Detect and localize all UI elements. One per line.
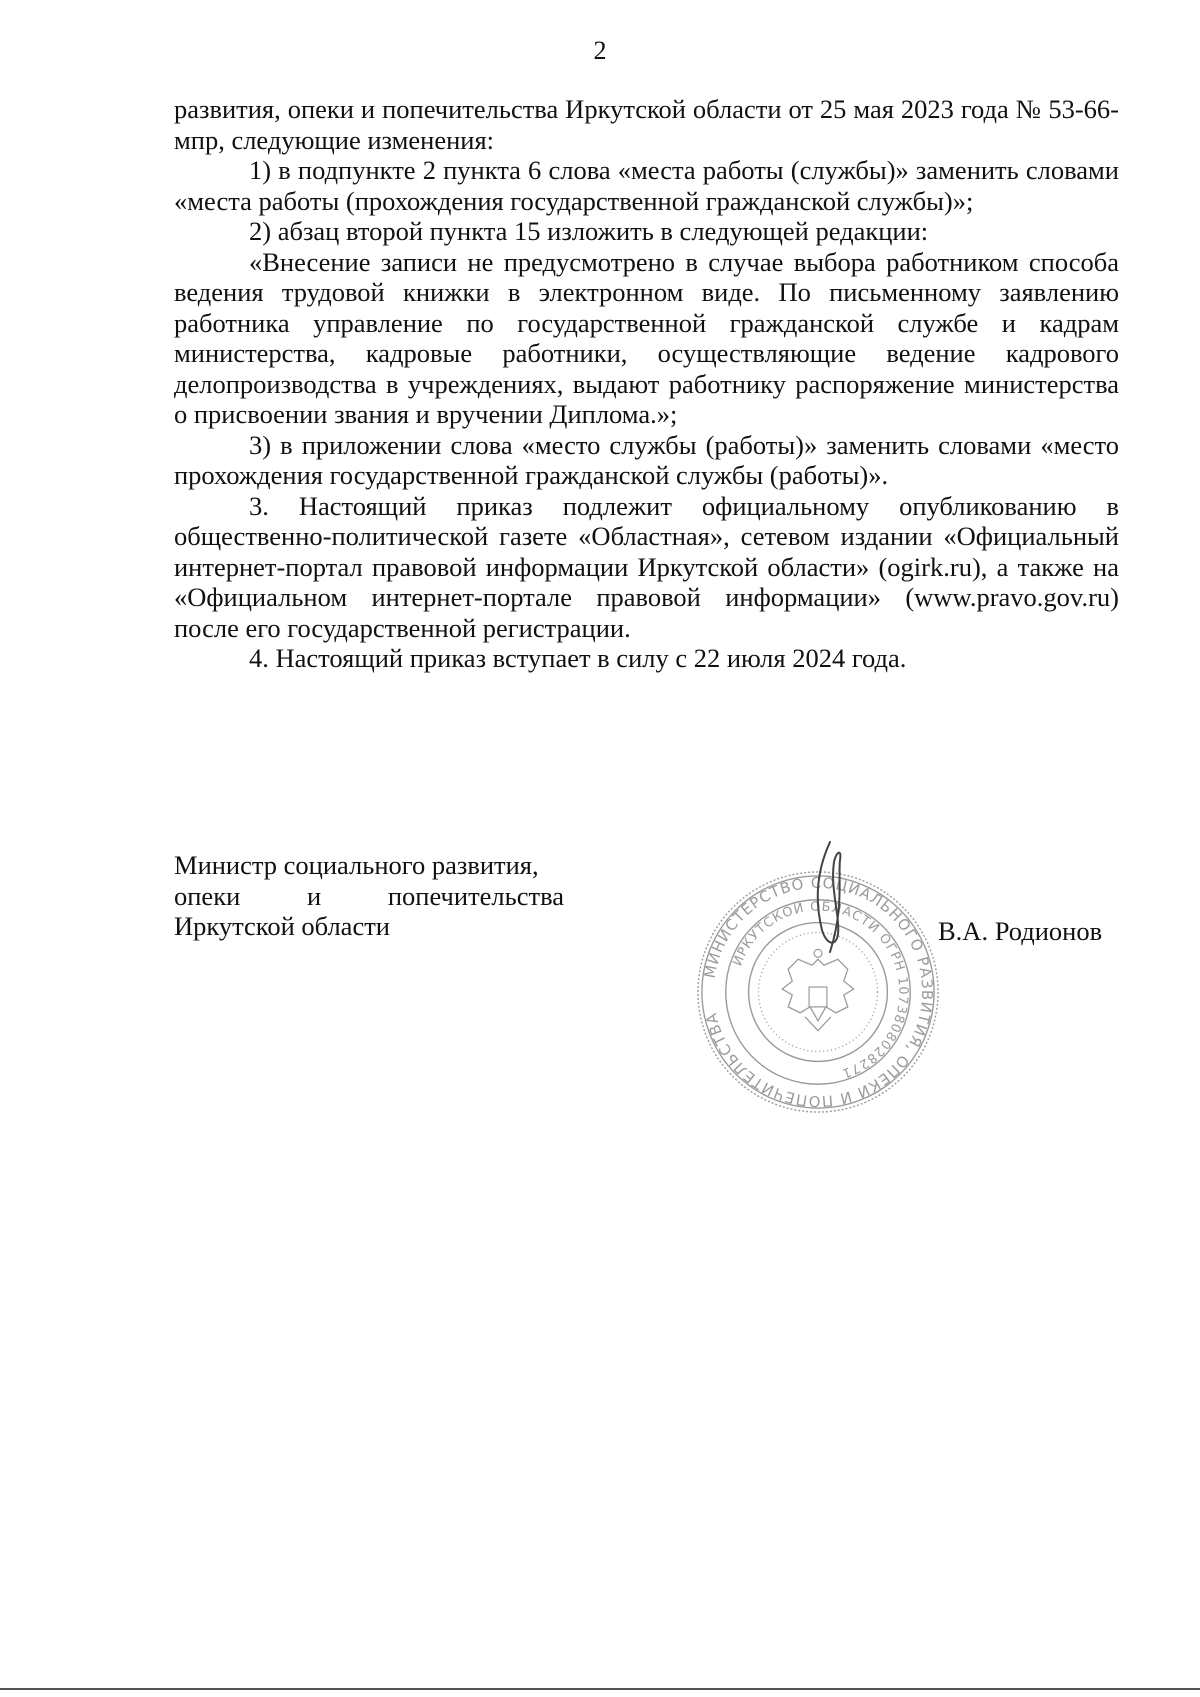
paragraph: 3) в приложении слова «место службы (работы)» заменить словами «место прохождения государственной гражданской службы (работы)». bbox=[174, 429, 1119, 490]
paragraph: «Внесение записи не предусмотрено в случае выбора работником способа ведения трудовой книжки в электронном виде. По письменному заявлению работника управление по государственной гражданской службе и кадрам министерства, кадровые работники, осуществляющие ведение кадрового делопроизводства в учреждениях, выдают работнику распоряжение министерства о присвоении звания и вручении Диплома.»; bbox=[174, 246, 1119, 429]
paragraph: развития, опеки и попечительства Иркутской области от 25 мая 2023 года № 53-66-мпр, следующие изменения: bbox=[174, 94, 1119, 155]
signatory-title-line: Министр социального развития, bbox=[174, 850, 539, 880]
paragraph: 2) абзац второй пункта 15 изложить в следующей редакции: bbox=[249, 216, 929, 246]
bottom-border bbox=[0, 1688, 1200, 1690]
signer-name: В.А. Родионов bbox=[938, 916, 1103, 946]
seal-outer-text: МИНИСТЕРСТВО СОЦИАЛЬНОГО РАЗВИТИЯ, ОПЕКИ И ПОПЕЧИТЕЛЬСТВА bbox=[700, 873, 937, 1111]
paragraph: 3. Настоящий приказ подлежит официальному опубликованию в общественно-политической газете «Областная», сетевом издании «Официальный интернет-портал правовой информации Иркутской области» (ogirk.ru), а также на «Официальном интернет-портале правовой информации» (www.pravo.gov.ru) после его государственной регистрации. bbox=[174, 490, 1119, 643]
signatory-title-line: Иркутской области bbox=[174, 911, 390, 941]
signatory-title-word: опеки bbox=[174, 880, 241, 911]
page-number: 2 bbox=[593, 36, 607, 65]
paragraph: 4. Настоящий приказ вступает в силу с 22 июля 2024 года. bbox=[249, 643, 907, 673]
document-body bbox=[174, 94, 1119, 674]
signatory-title-word: попечительства bbox=[387, 880, 564, 911]
signatory-title-line bbox=[174, 881, 564, 912]
coat-of-arms-icon bbox=[782, 949, 853, 1030]
handwritten-signature bbox=[800, 838, 860, 958]
paragraph: 1) в подпункте 2 пункта 6 слова «места работы (службы)» заменить словами «места работы (прохождения государственной гражданской службы)»; bbox=[174, 155, 1119, 216]
seal-inner-text: ИРКУТСКОЙ ОБЛАСТИ ОГРН 1073808028271 bbox=[730, 899, 911, 1081]
signatory-title-word: и bbox=[306, 880, 322, 911]
signatory-title bbox=[174, 850, 564, 942]
